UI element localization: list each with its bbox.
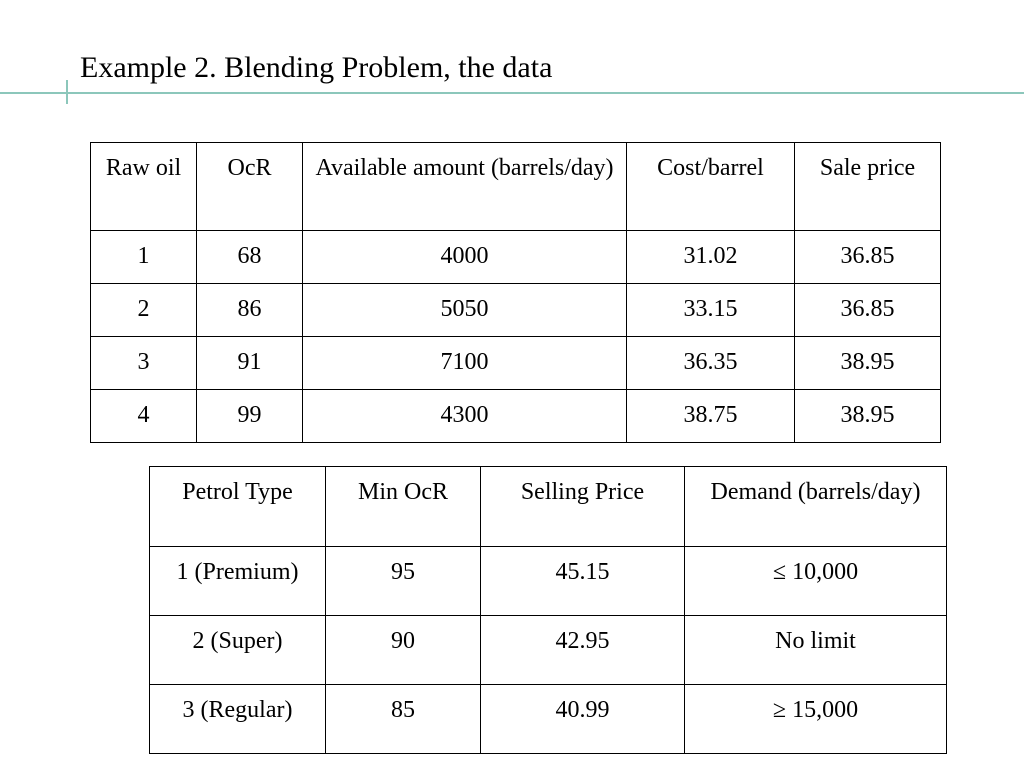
- slide-title: Example 2. Blending Problem, the data: [80, 51, 553, 84]
- table-row: [91, 337, 941, 390]
- header-available-amount: Available amount (barrels/day): [303, 143, 627, 231]
- table-cell: 86: [197, 284, 303, 337]
- table-cell: 45.15: [481, 547, 685, 616]
- header-selling-price: Selling Price: [481, 467, 685, 547]
- table-cell: 1 (Premium): [150, 547, 326, 616]
- table-cell: 36.85: [795, 284, 941, 337]
- title-rule-tick: [66, 80, 68, 104]
- raw-oil-table: [90, 142, 941, 443]
- table-cell: 2 (Super): [150, 616, 326, 685]
- table-cell: 38.95: [795, 390, 941, 443]
- table-cell: 4: [91, 390, 197, 443]
- table-cell: 85: [326, 685, 481, 754]
- table-cell: 38.75: [627, 390, 795, 443]
- header-cost-per-barrel: Cost/barrel: [627, 143, 795, 231]
- header-ocr: OcR: [197, 143, 303, 231]
- table-row: [150, 547, 947, 616]
- table-cell: No limit: [685, 616, 947, 685]
- table-cell: 90: [326, 616, 481, 685]
- petrol-type-table: [149, 466, 947, 754]
- table-row: [91, 284, 941, 337]
- table-cell: 7100: [303, 337, 627, 390]
- table-cell: 99: [197, 390, 303, 443]
- table-cell: 5050: [303, 284, 627, 337]
- table-cell: ≥ 15,000: [685, 685, 947, 754]
- table-row: [91, 390, 941, 443]
- header-petrol-type: Petrol Type: [150, 467, 326, 547]
- table-cell: 38.95: [795, 337, 941, 390]
- header-demand: Demand (barrels/day): [685, 467, 947, 547]
- header-min-ocr: Min OcR: [326, 467, 481, 547]
- header-sale-price: Sale price: [795, 143, 941, 231]
- table-cell: 31.02: [627, 231, 795, 284]
- table-cell: 95: [326, 547, 481, 616]
- table-cell: 36.35: [627, 337, 795, 390]
- table-cell: 1: [91, 231, 197, 284]
- table-cell: 3 (Regular): [150, 685, 326, 754]
- table-cell: 36.85: [795, 231, 941, 284]
- table-cell: 40.99: [481, 685, 685, 754]
- title-rule-line: [0, 92, 1024, 94]
- header-raw-oil: Raw oil: [91, 143, 197, 231]
- table-row: [91, 231, 941, 284]
- table-cell: 33.15: [627, 284, 795, 337]
- table-cell: 91: [197, 337, 303, 390]
- table-cell: 4000: [303, 231, 627, 284]
- table-cell: 42.95: [481, 616, 685, 685]
- table-cell: 4300: [303, 390, 627, 443]
- table-row: [150, 685, 947, 754]
- table-cell: ≤ 10,000: [685, 547, 947, 616]
- table-header-row: [150, 467, 947, 547]
- table-header-row: [91, 143, 941, 231]
- table-cell: 68: [197, 231, 303, 284]
- table-cell: 3: [91, 337, 197, 390]
- table-row: [150, 616, 947, 685]
- table-cell: 2: [91, 284, 197, 337]
